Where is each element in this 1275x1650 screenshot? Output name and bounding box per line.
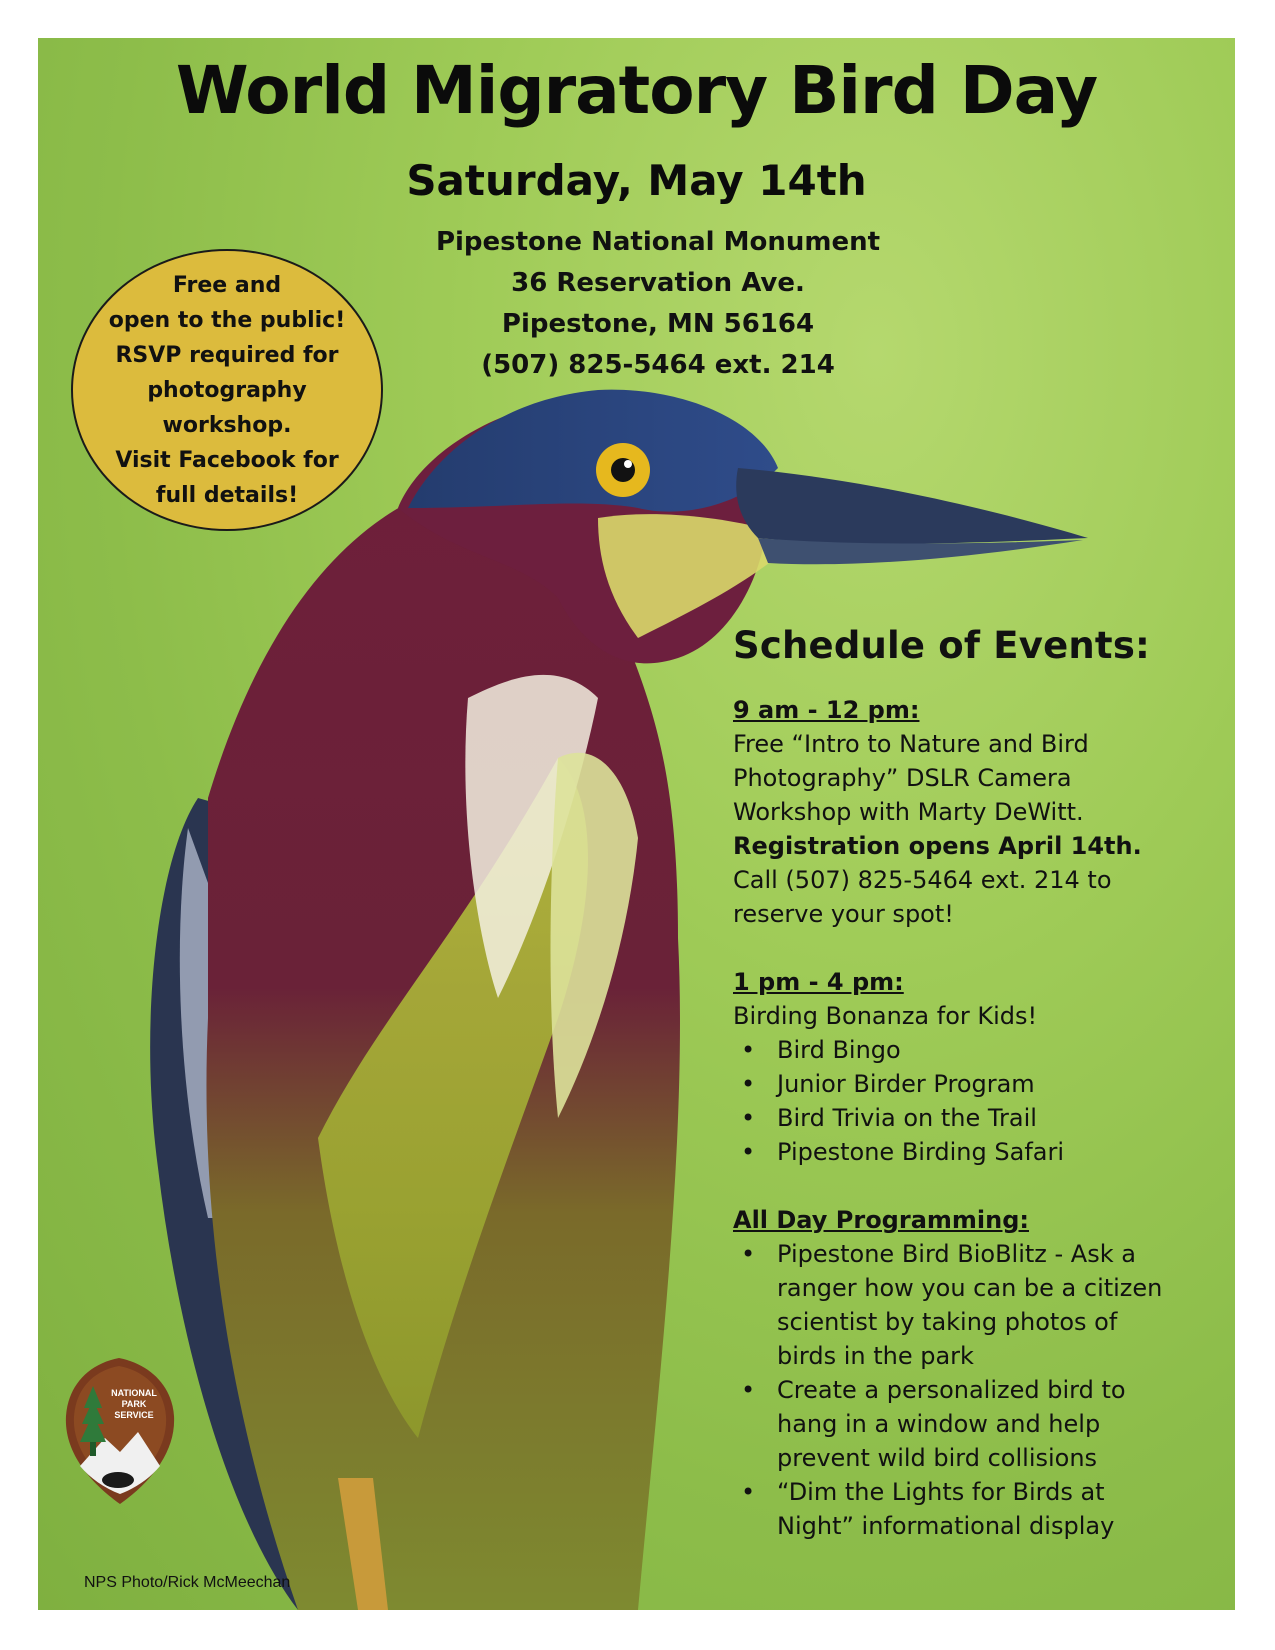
list-item: • Pipestone Bird BioBlitz - Ask a ranger how you can be a citizen scientist by taking photos of birds in the park	[741, 1240, 1163, 1370]
morning-line: Photography” DSLR Camera	[733, 764, 1072, 792]
call-line: Call (507) 825-5464 ext. 214 to	[733, 866, 1112, 894]
venue-street: 36 Reservation Ave.	[511, 268, 805, 298]
morning-line: Workshop with Marty DeWitt.	[733, 798, 1084, 826]
event-poster	[38, 38, 1235, 1610]
logo-text-national: NATIONAL	[111, 1388, 157, 1398]
venue-city: Pipestone, MN 56164	[501, 309, 815, 339]
photo-credit: NPS Photo/Rick McMeechan	[84, 1574, 291, 1591]
list-item: • “Dim the Lights for Birds at Night” informational display	[741, 1478, 1115, 1540]
list-item: • Bird Trivia on the Trail	[741, 1104, 1037, 1132]
morning-line: Free “Intro to Nature and Bird	[733, 730, 1089, 758]
kids-activities-list	[733, 1033, 1223, 1169]
venue-name: Pipestone National Monument	[435, 227, 881, 257]
registration-note: Registration opens April 14th.	[733, 832, 1142, 860]
logo-text-service: SERVICE	[114, 1410, 154, 1420]
event-date: Saturday, May 14th	[406, 156, 867, 205]
list-item: • Junior Birder Program	[741, 1070, 1035, 1098]
list-item: • Pipestone Birding Safari	[741, 1138, 1065, 1166]
info-badge-text: Free and open to the public! RSVP required for photography workshop. Visit Facebook for full details!	[108, 272, 346, 508]
call-line: reserve your spot!	[733, 900, 954, 928]
list-item: • Create a personalized bird to hang in a window and help prevent wild bird collisions	[741, 1376, 1126, 1472]
afternoon-time: 1 pm - 4 pm:	[733, 968, 904, 996]
nps-arrowhead-logo	[60, 1356, 178, 1506]
schedule-heading: Schedule of Events:	[733, 624, 1151, 667]
all-day-heading: All Day Programming:	[733, 1206, 1029, 1234]
venue-address	[358, 222, 958, 386]
event-title: World Migratory Bird Day	[175, 52, 1098, 129]
list-item: • Bird Bingo	[741, 1036, 901, 1064]
afternoon-intro: Birding Bonanza for Kids!	[733, 1002, 1038, 1030]
logo-text-park: PARK	[121, 1399, 147, 1409]
morning-time: 9 am - 12 pm:	[733, 696, 920, 724]
all-day-list	[733, 1237, 1223, 1543]
info-badge	[71, 249, 383, 531]
venue-phone: (507) 825-5464 ext. 214	[481, 350, 835, 380]
schedule-of-events	[733, 624, 1223, 1543]
